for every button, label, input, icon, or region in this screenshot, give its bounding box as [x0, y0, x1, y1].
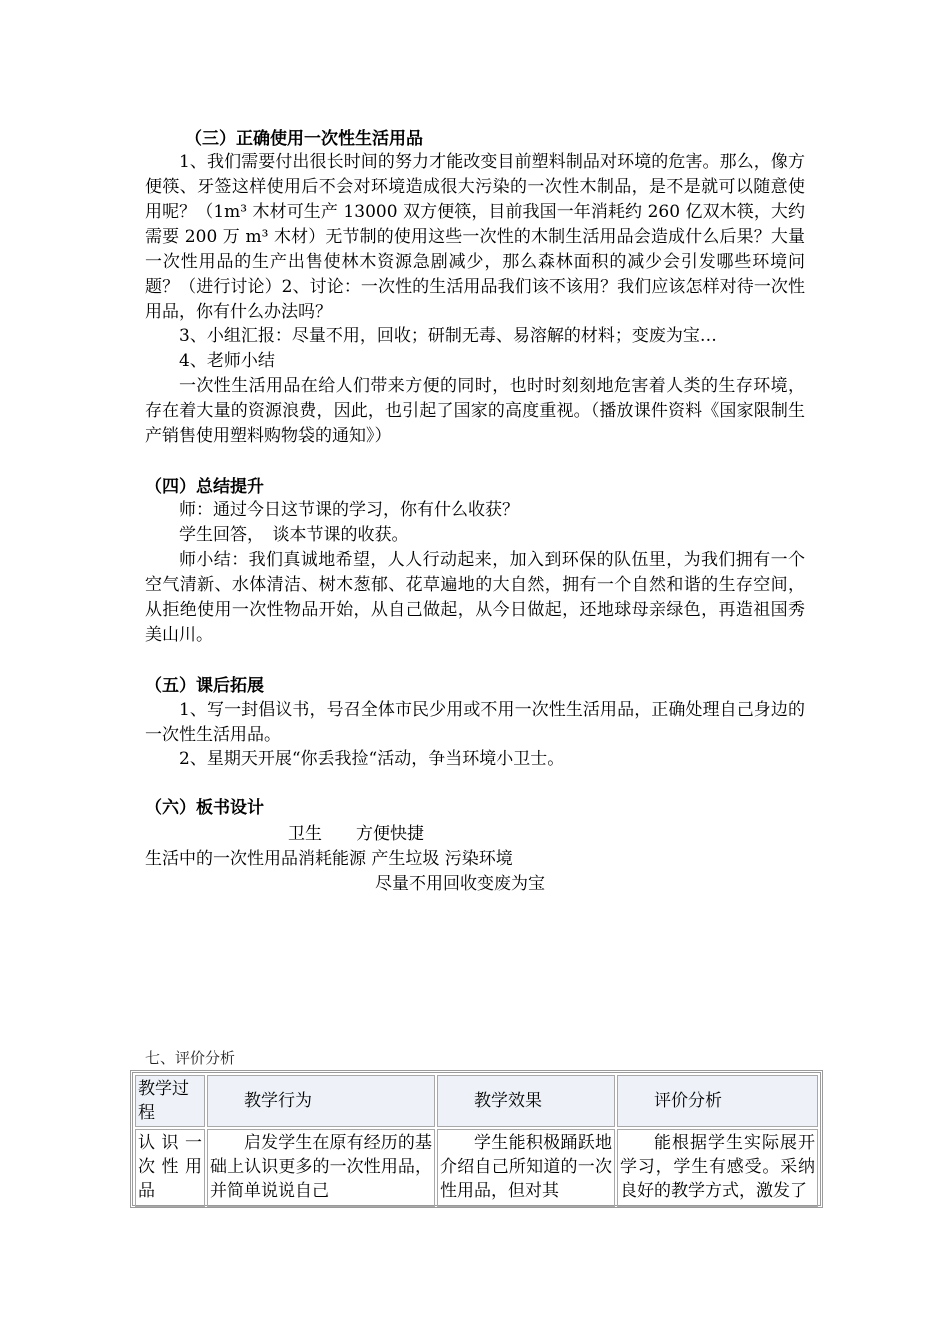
- row-text-behavior: 启发学生在原有经历的基础上认识更多的一次性用品，并简单说说自己: [210, 1133, 432, 1201]
- row-cell-process: [135, 1129, 205, 1207]
- row-cell-effect: [437, 1129, 615, 1207]
- board-line-2: 生活中的一次性用品消耗能源 产生垃圾 污染环境: [145, 849, 513, 869]
- header-cell-process: [135, 1075, 205, 1127]
- board-line-1: 卫生 方便快捷: [288, 824, 424, 844]
- row-text-effect: 学生能积极踊跃地介绍自己所知道的一次性用品，但对其: [440, 1133, 612, 1201]
- row-text-process: 认 识 一 次 性 用品: [138, 1133, 202, 1201]
- evaluation-title: 七、评价分析: [145, 1049, 236, 1067]
- section3-heading: （三）正确使用一次性生活用品: [185, 129, 423, 149]
- section3-paragraph-1: 1、我们需要付出很长时间的努力才能改变目前塑料制品对环境的危害。那么，像方便筷、牙签这样使用后不会对环境造成很大污染的一次性木制品，是不是就可以随意使用呢？（1m³ 木材可生产 13000 双方便筷，目前我国一年消耗约 260 亿双木筷，大约需要 200 万 m³ 木材）无节制的使用这些一次性的木制生活用品会造成什么后果？大量一次性用品的生产出售使林木资源急剧减少，那么森林面积的减少会引发哪些环境问题？（进行讨论）2、讨论：一次性的生活用品我们该不该用？我们应该怎样对待一次性用品，你有什么办法吗？: [145, 152, 805, 322]
- header-text-analysis: 评价分析: [654, 1091, 722, 1111]
- section5-paragraph-2: 2、星期天开展“你丢我捡“活动，争当环境小卫士。: [179, 749, 565, 769]
- header-text-effect: 教学效果: [474, 1091, 542, 1111]
- section4-paragraph-1: 师：通过今日这节课的学习，你有什么收获？: [179, 500, 519, 520]
- section5-paragraph-1: 1、写一封倡议书，号召全体市民少用或不用一次性生活用品，正确处理自己身边的一次性生活用品。: [145, 700, 805, 745]
- row-cell-analysis: [617, 1129, 818, 1207]
- header-text-process: 教学过程: [138, 1079, 189, 1123]
- section4-heading: （四）总结提升: [145, 477, 264, 497]
- header-cell-behavior: [207, 1075, 435, 1127]
- section5-heading: （五）课后拓展: [145, 676, 264, 696]
- section3-paragraph-3: 4、老师小结: [179, 351, 275, 371]
- evaluation-table: [130, 1070, 823, 1208]
- header-cell-analysis: [617, 1075, 818, 1127]
- board-line-3: 尽量不用回收变废为宝: [375, 874, 545, 894]
- section3-paragraph-4: 一次性生活用品在给人们带来方便的同时，也时时刻刻地危害着人类的生存环境，存在着大量的资源浪费，因此，也引起了国家的高度重视。（播放课件资料《国家限制生产销售使用塑料购物袋的通知》）: [145, 376, 805, 446]
- section6-heading: （六）板书设计: [145, 798, 264, 818]
- table-header-row: [135, 1075, 818, 1127]
- row-cell-behavior: [207, 1129, 435, 1207]
- row-text-analysis: 能根据学生实际展开学习，学生有感受。采纳良好的教学方式，激发了: [620, 1133, 815, 1201]
- header-text-behavior: 教学行为: [244, 1091, 312, 1111]
- section3-paragraph-2: 3、小组汇报：尽量不用，回收；研制无毒、易溶解的材料；变废为宝…: [179, 326, 717, 346]
- section4-paragraph-2: 学生回答， 谈本节课的收获。: [179, 525, 409, 545]
- section4-paragraph-3: 师小结：我们真诚地希望，人人行动起来，加入到环保的队伍里，为我们拥有一个空气清新、水体清洁、树木葱郁、花草遍地的大自然，拥有一个自然和谐的生存空间，从拒绝使用一次性物品开始，从自己做起，从今日做起，还地球母亲绿色，再造祖国秀美山川。: [145, 550, 805, 645]
- table-row: [135, 1129, 818, 1207]
- header-cell-effect: [437, 1075, 615, 1127]
